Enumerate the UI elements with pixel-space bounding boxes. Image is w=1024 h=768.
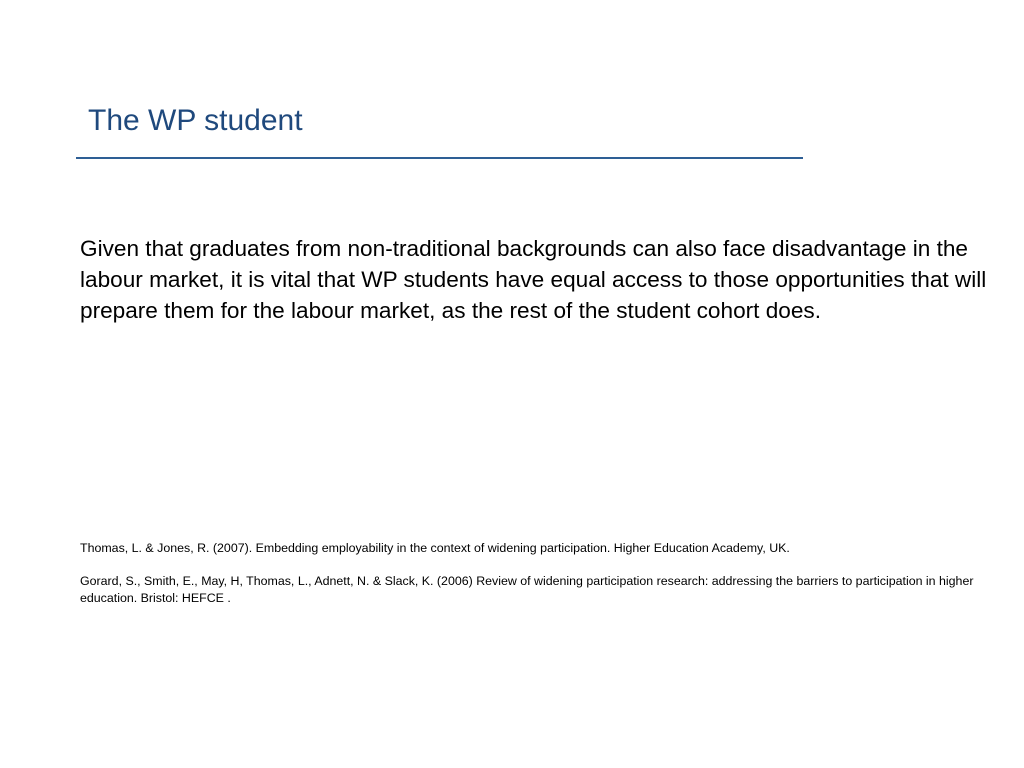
title-underline: [76, 157, 803, 159]
reference-item: Thomas, L. & Jones, R. (2007). Embedding employability in the context of widening participation. Higher Education Academy, UK.: [80, 541, 790, 555]
body-paragraph: Given that graduates from non-traditional backgrounds can also face disadvantage in the labour market, it is vital that WP students have equal access to those opportunities that will prepare them for the labour market, as the rest of the student cohort does.: [80, 236, 987, 323]
slide-title: The WP student: [88, 104, 303, 137]
references: [80, 540, 990, 623]
reference-item: Gorard, S., Smith, E., May, H, Thomas, L., Adnett, N. & Slack, K. (2006) Review of widening participation research: addressing the barriers to participation in higher education. Bristol: HEFCE .: [80, 574, 974, 605]
